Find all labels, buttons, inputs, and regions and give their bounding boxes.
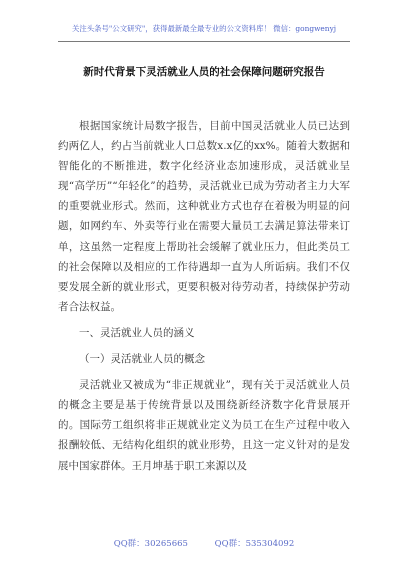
- subsection-heading: （一）灵活就业人员的概念: [79, 353, 205, 366]
- document-body: [58, 116, 350, 476]
- intro-paragraph: 根据国家统计局数字报告，目前中国灵活就业人员已达到约两亿人，约占当前就业人口总数x.x亿的xx%。随着大数据和智能化的不断推进，数字化经济业态加速形成，灵活就业呈现“高学历”“年轻化”的趋势，灵活就业已成为劳动者主力大军的重要就业形式。然而，这种就业方式也存在着极为明显的问题，如网约车、外卖等行业在需要大量员工去满足算法带来订单，这虽然一定程度上帮助社会缓解了就业压力，但此类员工的社会保障以及相应的工作待遇却一直为人所诟病。我们不仅要发展全新的就业形式，更要积极对待劳动者，持续保护劳动者合法权益。: [58, 120, 350, 313]
- section-heading: 一、灵活就业人员的涵义: [79, 326, 195, 339]
- concept-paragraph: 灵活就业又被成为“非正规就业”，现有关于灵活就业人员的概念主要是基于传统背景以及围绕新经济数字化背景展开的。国际劳工组织将非正规就业定义为员工在生产过程中收入报酬较低、无结构化组织的就业形势，且这一定义针对的是发展中国家群体。王月坤基于职工来源以及: [58, 379, 350, 472]
- document-title: 新时代背景下灵活就业人员的社会保障问题研究报告: [83, 66, 325, 78]
- footer-qq-group-2: QQ群：535304092: [214, 539, 295, 549]
- footer-qq-group-1: QQ群：30265665: [113, 539, 188, 549]
- footer: [0, 538, 408, 550]
- header-notice: 关注头条号"公文研究"，获得最新最全最专业的公文资料库！ 微信：gongwenyj: [71, 24, 337, 33]
- header-divider: [58, 41, 350, 42]
